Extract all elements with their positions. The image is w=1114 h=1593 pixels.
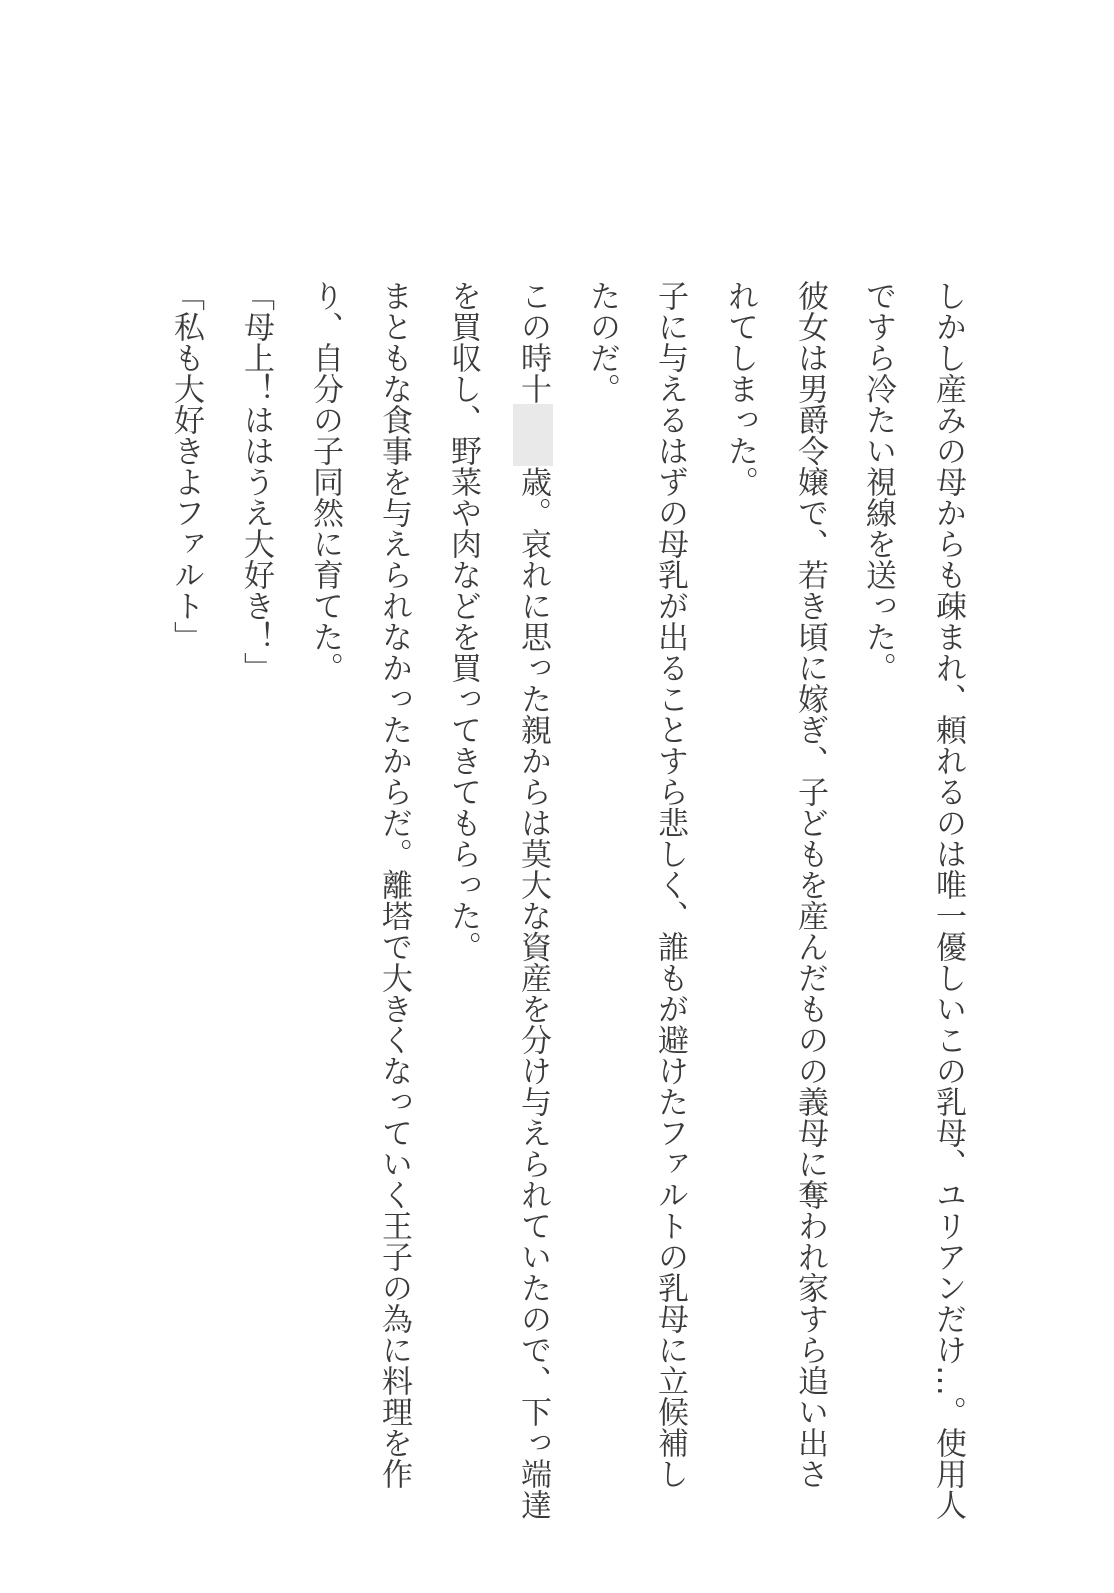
text-line-7b: 歳。哀れに思った親からは莫大な資産を分け与えられていたので、下っ端達 — [515, 466, 551, 1520]
text-line-11: 「母上！ははうえ大好き！」 — [238, 280, 274, 683]
text-line-7a: この時十 — [515, 280, 551, 404]
text-line-4: れてしまった。 — [722, 280, 758, 497]
text-line-9: まともな食事を与えられなかったからだ。離塔で大きくなっていく王子の為に料理を作 — [376, 280, 412, 1489]
text-line-10: り、自分の子同然に育てた。 — [307, 280, 343, 683]
redaction-block: 十十 — [515, 404, 551, 466]
text-line-3: 彼女は男爵令嬢で、若き頃に嫁ぎ、子どもを産んだものの義母に奪われ家すら追い出さ — [792, 280, 828, 1489]
text-line-8: を買収し、野菜や肉などを買ってきてもらった。 — [445, 280, 481, 962]
text-line-7 — [513, 280, 553, 1520]
text-line-5: 子に与えるはずの母乳が出ることすら悲しく、誰もが避けたファルトの乳母に立候補し — [652, 280, 688, 1489]
text-line-2: ですら冷たい視線を送った。 — [860, 280, 896, 683]
text-line-6: たのだ。 — [584, 280, 620, 404]
text-line-12: 「私も大好きよファルト」 — [168, 280, 204, 652]
text-line-1: しかし産みの母からも疎まれ、頼れるのは唯一優しいこの乳母、ユリアンだけ…。使用人 — [930, 280, 966, 1520]
